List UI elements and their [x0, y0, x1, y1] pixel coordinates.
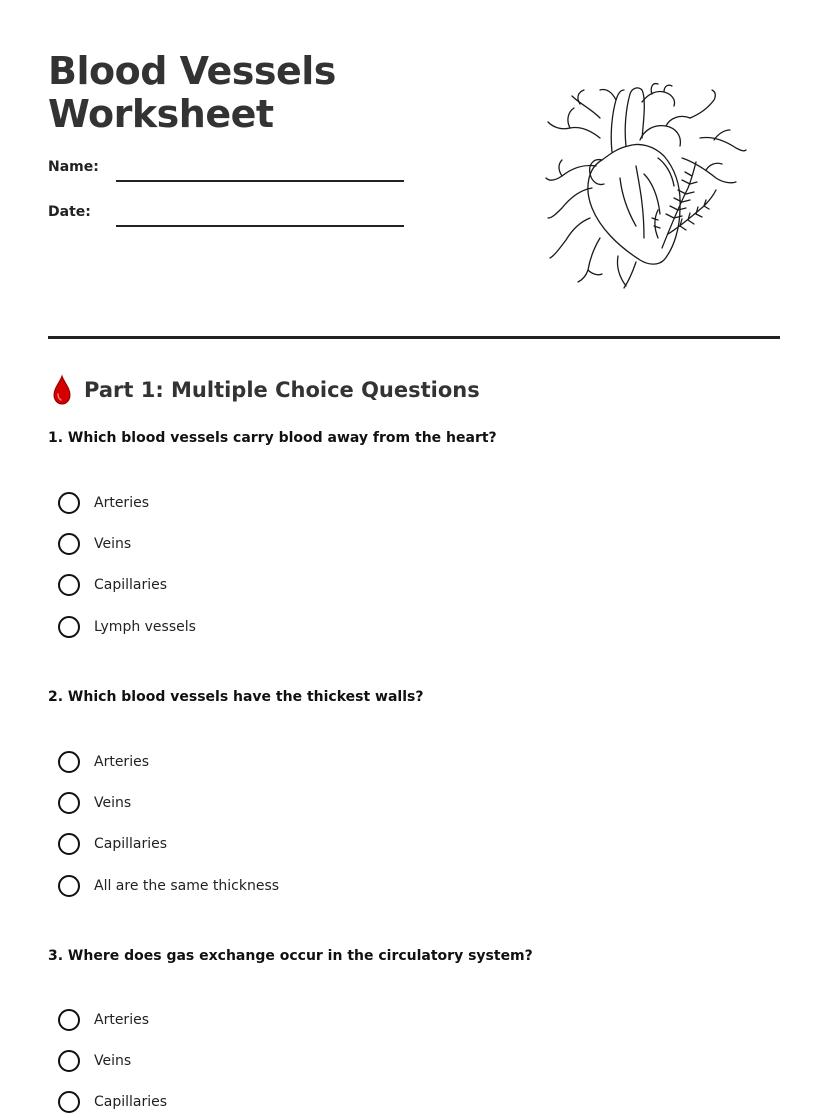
option-arteries[interactable]: [58, 749, 658, 775]
question-text: 2. Which blood vessels have the thickest walls?: [48, 689, 424, 705]
option-label: Veins: [94, 1053, 132, 1069]
radio-button[interactable]: [58, 1009, 80, 1031]
option-veins[interactable]: [58, 790, 658, 816]
radio-button[interactable]: [58, 1091, 80, 1113]
date-field: [48, 204, 408, 228]
radio-button[interactable]: [58, 875, 80, 897]
title-line-1: Blood Vessels: [48, 49, 336, 93]
option-label: All are the same thickness: [94, 878, 280, 894]
name-label: Name:: [48, 159, 99, 175]
option-arteries[interactable]: [58, 1007, 658, 1033]
part1-heading: [48, 373, 480, 407]
option-all-same-thickness[interactable]: [58, 873, 658, 899]
question-1: [48, 428, 788, 635]
option-label: Capillaries: [94, 1094, 168, 1110]
option-arteries[interactable]: [58, 490, 658, 516]
question-2: [48, 687, 788, 894]
name-field: [48, 159, 408, 183]
date-label: Date:: [48, 204, 91, 220]
part1-title: Part 1: Multiple Choice Questions: [84, 378, 480, 402]
question-text: 3. Where does gas exchange occur in the circulatory system?: [48, 948, 533, 964]
radio-button[interactable]: [58, 751, 80, 773]
option-label: Veins: [94, 536, 132, 552]
radio-button[interactable]: [58, 1050, 80, 1072]
option-label: Capillaries: [94, 836, 168, 852]
option-veins[interactable]: [58, 531, 658, 557]
option-veins[interactable]: [58, 1048, 658, 1074]
title-line-2: Worksheet: [48, 92, 274, 136]
option-label: Arteries: [94, 754, 149, 770]
worksheet-title: [48, 50, 468, 136]
option-capillaries[interactable]: [58, 1089, 658, 1115]
question-3: [48, 946, 788, 1110]
date-input-line[interactable]: [116, 225, 404, 227]
option-label: Arteries: [94, 1012, 149, 1028]
radio-button[interactable]: [58, 492, 80, 514]
option-label: Lymph vessels: [94, 619, 196, 635]
option-lymph-vessels[interactable]: [58, 614, 658, 640]
option-label: Capillaries: [94, 577, 168, 593]
option-capillaries[interactable]: [58, 831, 658, 857]
radio-button[interactable]: [58, 833, 80, 855]
blood-drop-icon: [48, 374, 76, 406]
heart-illustration: [540, 78, 750, 290]
radio-button[interactable]: [58, 574, 80, 596]
option-label: Arteries: [94, 495, 149, 511]
name-input-line[interactable]: [116, 180, 404, 182]
question-text: 1. Which blood vessels carry blood away from the heart?: [48, 430, 497, 446]
section-divider: [48, 336, 780, 339]
radio-button[interactable]: [58, 616, 80, 638]
radio-button[interactable]: [58, 792, 80, 814]
radio-button[interactable]: [58, 533, 80, 555]
option-capillaries[interactable]: [58, 572, 658, 598]
option-label: Veins: [94, 795, 132, 811]
